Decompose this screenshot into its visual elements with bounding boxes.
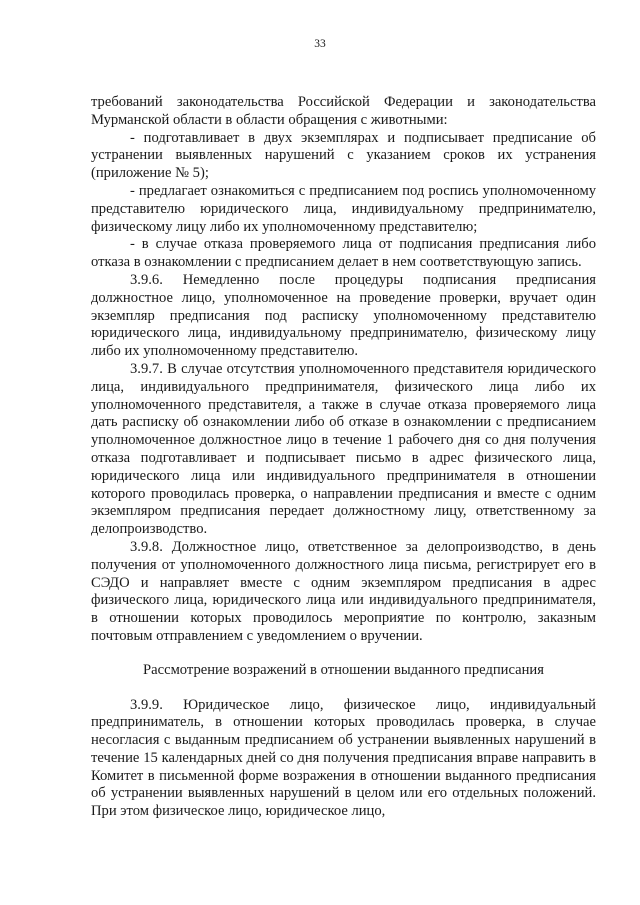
list-item-refusal-record: - в случае отказа проверяемого лица от подписания предписания либо отказа в ознакомлении с предписанием делает в нем соответствующую запись. bbox=[91, 236, 596, 271]
list-item-offer-acquaintance: - предлагает ознакомиться с предписанием под роспись уполномоченному представителю юридического лица, индивидуальному предпринимателю, физическому лицу либо их уполномоченному представителю; bbox=[91, 182, 596, 235]
clause-3-9-8: 3.9.8. Должностное лицо, ответственное за делопроизводство, в день получения от уполномоченного должностного лица письма, регистрирует его в СЭДО и направляет вместе с одним экземпляром предписания в адрес физического лица, юридического лица или индивидуального предпринимателя, в отношении которых проводилось мероприятие по контролю, заказным почтовым отправлением с уведомлением о вручении. bbox=[91, 538, 596, 644]
clause-3-9-9: 3.9.9. Юридическое лицо, физическое лицо, индивидуальный предприниматель, в отношении которых проводилась проверка, в случае несогласия с выданным предписанием об устранении выявленных нарушений в течение 15 календарных дней со дня получения предписания вправе направить в Комитет в письменной форме возражения в отношении выданного предписания об устранении выявленных нарушений в целом или его отдельных положений. При этом физическое лицо, юридическое лицо, bbox=[91, 696, 596, 820]
paragraph-continuation: требований законодательства Российской Федерации и законодательства Мурманской области в области обращения с животными: bbox=[91, 94, 596, 128]
page-number: 33 bbox=[314, 38, 326, 50]
document-body bbox=[91, 94, 596, 821]
section-heading: Рассмотрение возражений в отношении выданного предписания bbox=[143, 661, 544, 678]
clause-3-9-7: 3.9.7. В случае отсутствия уполномоченного представителя юридического лица, индивидуального предпринимателя, физического лица либо их уполномоченного представителя, а также в случае отказа проверяемого лица дать расписку об ознакомлении либо об отказе в ознакомлении с предписанием уполномоченное должностное лицо в течение 1 рабочего дня со дня получения отказа подготавливает и подписывает письмо в адрес физического лица, юридического лица или индивидуального предпринимателя в отношении которого проводилась проверка, о направлении предписания и вместе с одним экземпляром предписания передает должностному лицу, ответственному за делопроизводство. bbox=[91, 360, 596, 538]
clause-3-9-6: 3.9.6. Немедленно после процедуры подписания предписания должностное лицо, уполномоченное на проведение проверки, вручает один экземпляр предписания под расписку уполномоченному представителю юридического лица, индивидуальному предпринимателю, физическому лицу либо их уполномоченному представителю. bbox=[91, 271, 596, 360]
list-item-prepare-order: - подготавливает в двух экземплярах и подписывает предписание об устранении выявленных нарушений с указанием сроков их устранения (приложение № 5); bbox=[91, 129, 596, 182]
